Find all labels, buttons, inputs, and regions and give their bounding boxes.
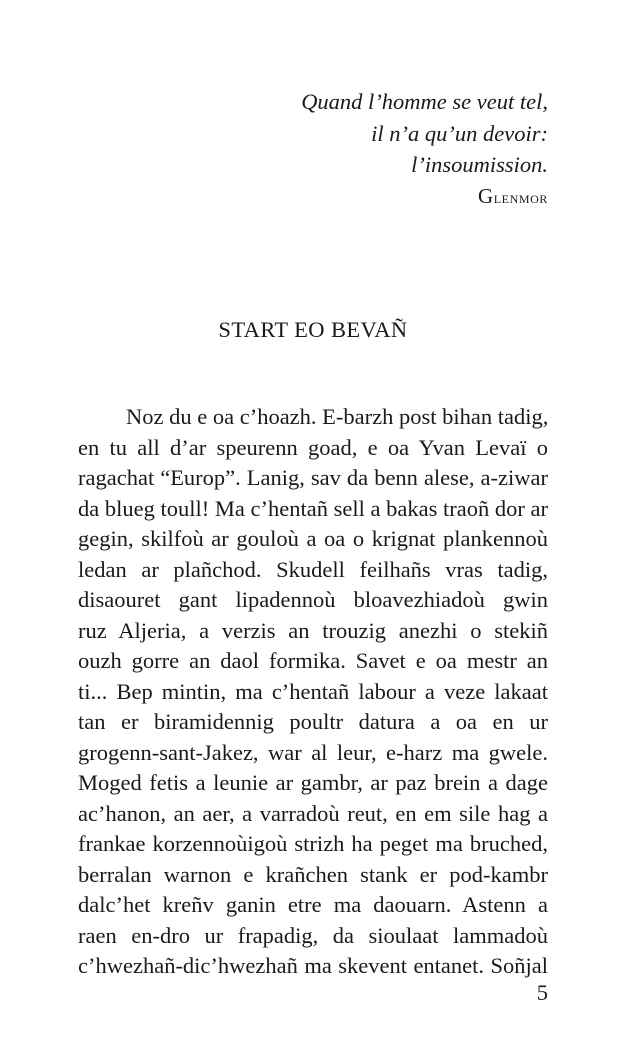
body-line: Moged fetis a leunie ar gambr, ar paz brein a dage: [78, 770, 548, 795]
chapter-title: START EO BEVAÑ: [218, 317, 408, 342]
body-line: ragachat “Europ”. Lanig, sav da benn alese, a-ziwar: [78, 465, 548, 490]
body-line: ledan ar plañchod. Skudell feilhañs vras tadig,: [78, 556, 548, 582]
body-line: da blueg toull! Ma c’hentañ sell a bakas traoñ dor ar: [78, 495, 548, 521]
body-line: c’hwezhañ-dic’hwezhañ ma skevent entanet. Soñjal: [78, 953, 548, 978]
epigraph-author: [301, 181, 548, 213]
body-line: raen en-dro ur frapadig, da sioulaat lammadoù: [78, 922, 548, 948]
body-line: dalc’het kreñv ganin etre ma daouarn. Astenn a: [78, 892, 548, 917]
epigraph-line: l’insoumission.: [411, 152, 548, 177]
body-line: disaouret gant lipadennoù bloavezhiadoù gwin: [78, 587, 548, 612]
epigraph-line: Quand l’homme se veut tel,: [301, 89, 548, 114]
body-text: [78, 402, 548, 982]
body-line: en tu all d’ar speurenn goad, e oa Yvan Levaï o: [78, 434, 548, 460]
body-line: tan er biramidennig poultr datura a oa en ur: [78, 709, 548, 734]
epigraph: [301, 86, 548, 213]
body-line: gegin, skilfoù ar gouloù a oa o krignat plankennoù: [78, 526, 548, 551]
body-line: berralan warnon e krañchen stank er pod-kambr: [78, 861, 548, 887]
body-line: ouzh gorre an daol formika. Savet e oa mestr an: [78, 648, 548, 673]
body-line: frankae korzennoùigoù strizh ha peget ma bruched,: [78, 831, 548, 856]
page-number: 5: [536, 980, 548, 1005]
epigraph-author-rest: lenmor: [493, 187, 548, 207]
body-line: Noz du e oa c’hoazh. E-barzh post bihan tadig,: [126, 404, 549, 429]
body-line: grogenn-sant-Jakez, war al leur, e-harz ma gwele.: [78, 739, 548, 765]
body-line: ruz Aljeria, a verzis an trouzig anezhi o stekiñ: [78, 617, 548, 643]
epigraph-author-initial: G: [477, 183, 494, 208]
epigraph-line: il n’a qu’un devoir:: [371, 120, 548, 146]
body-line: ti... Bep mintin, ma c’hentañ labour a veze lakaat: [78, 678, 548, 704]
body-line: ac’hanon, an aer, a varradoù reut, en em sile hag a: [78, 800, 548, 826]
